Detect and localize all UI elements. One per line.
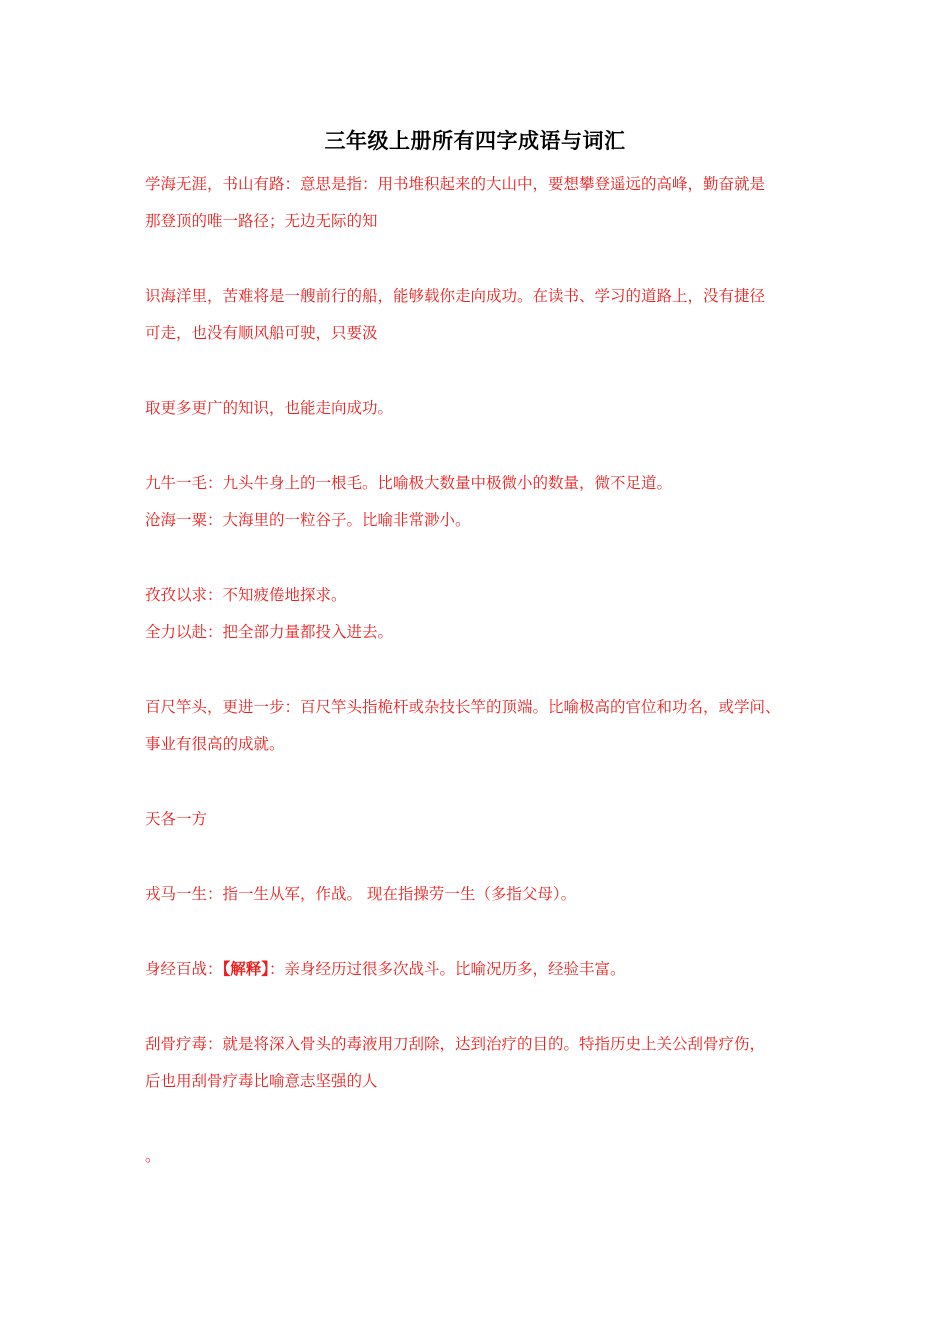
idiom-entry: 九牛一毛：九头牛身上的一根毛。比喻极大数量中极微小的数量，微不足道。: [145, 474, 673, 492]
idiom-entry: 事业有很高的成就。: [145, 735, 285, 753]
idiom-entry: 沧海一粟：大海里的一粒谷子。比喻非常渺小。: [145, 511, 471, 529]
idiom-entry: 刮骨疗毒：就是将深入骨头的毒液用刀刮除，达到治疗的目的。特指历史上关公刮骨疗伤，: [145, 1035, 766, 1053]
paragraph-line: 可走，也没有顺风船可驶，只要汲: [145, 324, 378, 342]
idiom-entry: 戎马一生：指一生从军，作战。 现在指操劳一生（多指父母）。: [145, 885, 577, 903]
idiom-definition: ：亲身经历过很多次战斗。比喻况历多，经验丰富。: [269, 960, 626, 978]
idiom-term: 身经百战：: [145, 960, 223, 978]
paragraph-line: 。: [145, 1147, 161, 1165]
idiom-entry: 后也用刮骨疗毒比喻意志坚强的人: [145, 1072, 378, 1090]
idiom-entry: 百尺竿头，更进一步：百尺竿头指桅杆或杂技长竿的顶端。比喻极高的官位和功名，或学问、: [145, 698, 781, 716]
idiom-entry: 孜孜以求：不知疲倦地探求。: [145, 586, 347, 604]
idiom-entry: [145, 958, 825, 980]
idiom-entry: 天各一方: [145, 810, 208, 828]
document-title: 三年级上册所有四字成语与词汇: [324, 128, 626, 153]
paragraph-line: 取更多更广的知识，也能走向成功。: [145, 399, 394, 417]
paragraph-line: 学海无涯，书山有路：意思是指：用书堆积起来的大山中，要想攀登遥远的高峰，勤奋就是: [145, 175, 766, 193]
idiom-entry: 全力以赴：把全部力量都投入进去。: [145, 623, 394, 641]
explanation-label: 【解释】: [222, 959, 270, 978]
paragraph-line: 那登顶的唯一路径；无边无际的知: [145, 212, 378, 230]
paragraph-line: 识海洋里，苦难将是一艘前行的船，能够载你走向成功。在读书、学习的道路上，没有捷径: [145, 287, 766, 305]
